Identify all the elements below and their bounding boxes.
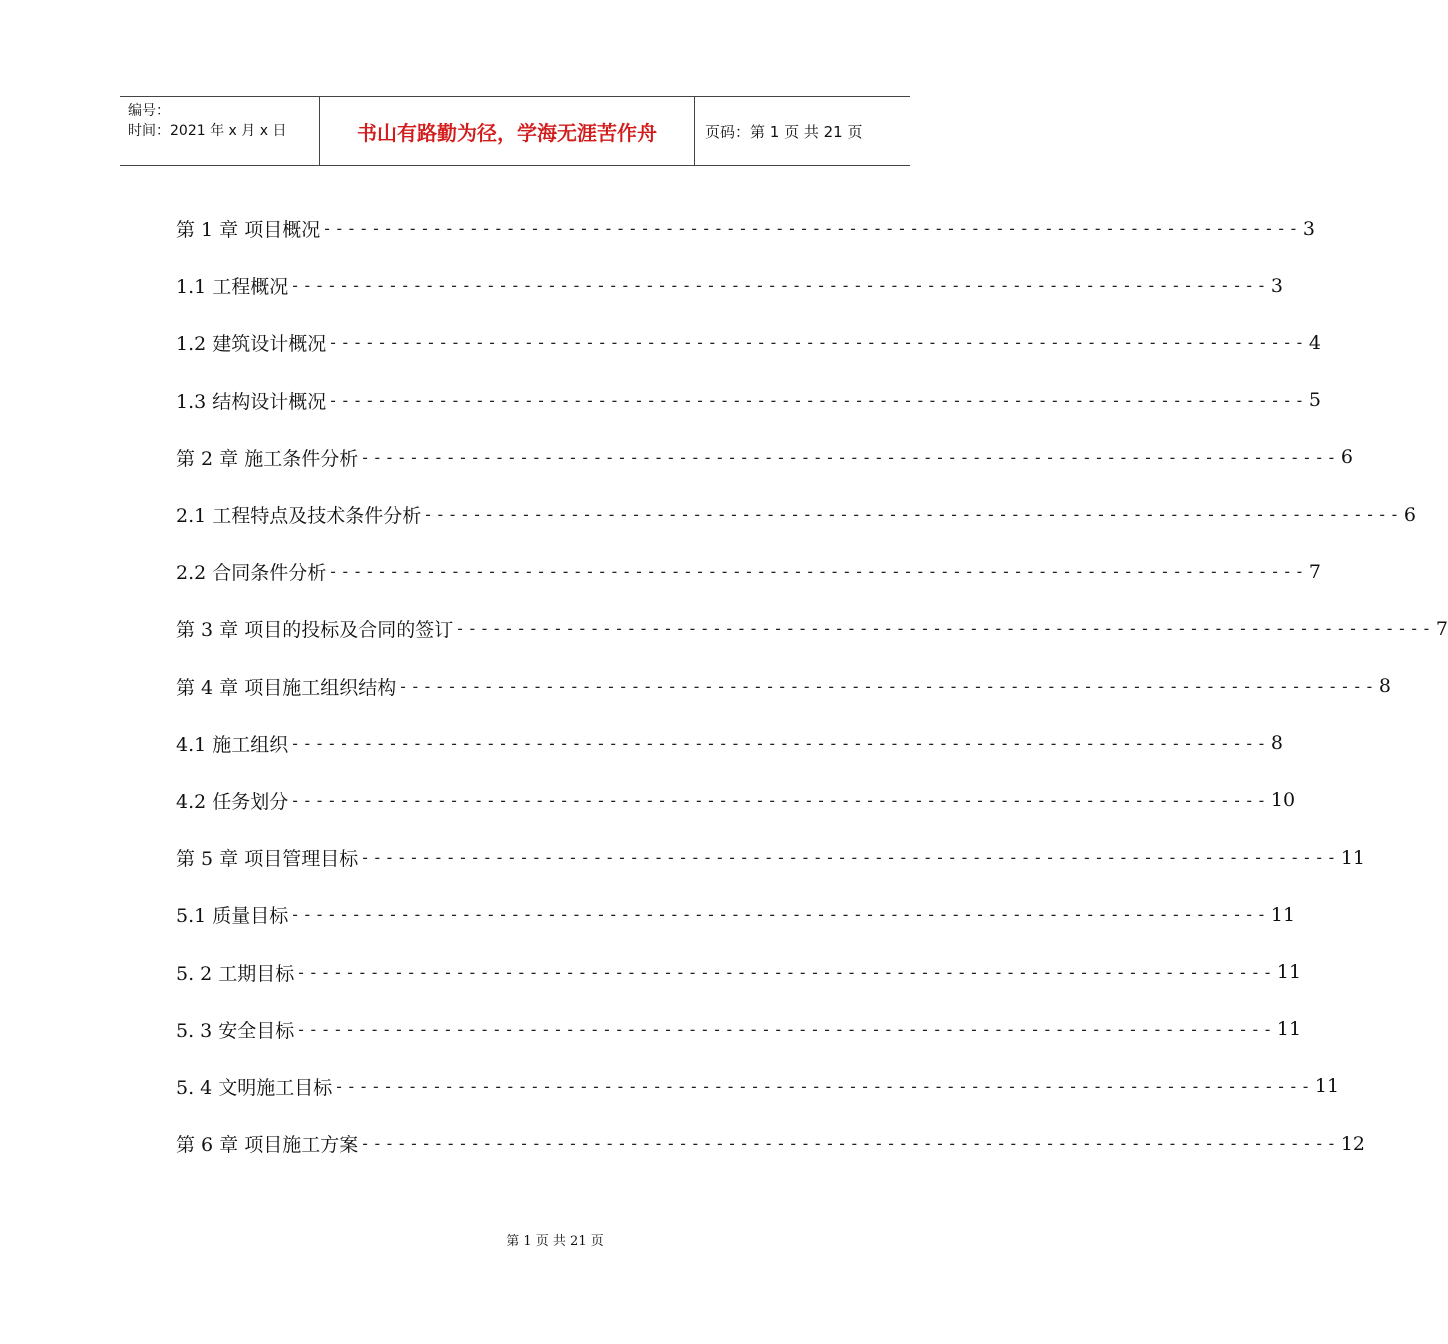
toc-entry-page: 11	[1276, 1018, 1302, 1041]
toc-dash-leader: --------------------------------------------------------------------------------	[360, 447, 1339, 467]
toc-entry-page: 8	[1378, 675, 1391, 698]
toc-entry[interactable]	[176, 314, 1321, 371]
toc-entry-page: 3	[1302, 217, 1315, 240]
toc-entry-title: 2.2 合同条件分析	[176, 562, 327, 585]
toc-dash-leader: --------------------------------------------------------------------------------	[290, 790, 1269, 810]
page-footer: 第 1 页 共 21 页	[506, 1234, 604, 1249]
toc-entry-title: 5.1 质量目标	[176, 905, 289, 928]
toc-entry-title: 第 5 章 项目管理目标	[176, 848, 359, 871]
document-time-label: 时间：2021 年 x 月 x 日	[128, 123, 287, 139]
toc-entry-page: 7	[1435, 617, 1448, 640]
document-number-label: 编号：	[128, 103, 170, 119]
toc-entry[interactable]	[176, 772, 1296, 829]
toc-entry-title: 5. 4 文明施工目标	[176, 1076, 333, 1099]
toc-entry[interactable]	[176, 658, 1391, 715]
toc-entry-page: 10	[1270, 789, 1296, 812]
toc-dash-leader: --------------------------------------------------------------------------------	[360, 848, 1339, 868]
toc-entry-page: 6	[1340, 446, 1353, 469]
toc-entry-page: 3	[1270, 274, 1283, 297]
toc-dash-leader: --------------------------------------------------------------------------------	[334, 1076, 1313, 1096]
toc-entry-title: 1.1 工程概况	[176, 276, 289, 299]
toc-entry-page: 7	[1308, 560, 1321, 583]
header-motto: 书山有路勤为径，学海无涯苦作舟	[320, 97, 695, 165]
toc-entry-title: 5. 3 安全目标	[176, 1019, 295, 1042]
toc-entry[interactable]	[176, 372, 1321, 429]
toc-entry-title: 第 3 章 项目的投标及合同的签订	[176, 619, 454, 642]
toc-entry[interactable]	[176, 200, 1315, 257]
toc-dash-leader: --------------------------------------------------------------------------------	[360, 1134, 1339, 1154]
toc-entry-title: 4.1 施工组织	[176, 733, 289, 756]
toc-entry-page: 5	[1308, 389, 1321, 412]
toc-entry[interactable]	[176, 1058, 1340, 1115]
toc-dash-leader: --------------------------------------------------------------------------------	[398, 676, 1377, 696]
toc-entry-title: 2.1 工程特点及技术条件分析	[176, 505, 422, 528]
toc-entry-page: 8	[1270, 732, 1283, 755]
header-meta	[120, 97, 320, 165]
toc-entry-page: 6	[1403, 503, 1416, 526]
toc-entry[interactable]	[176, 1115, 1366, 1172]
document-header	[120, 96, 910, 166]
toc-entry-page: 4	[1308, 331, 1321, 354]
toc-entry-page: 11	[1314, 1075, 1340, 1098]
toc-dash-leader: --------------------------------------------------------------------------------	[296, 1019, 1275, 1039]
toc-entry[interactable]	[176, 486, 1416, 543]
toc-dash-leader: --------------------------------------------------------------------------------	[290, 905, 1269, 925]
toc-entry[interactable]	[176, 715, 1283, 772]
toc-entry-title: 1.2 建筑设计概况	[176, 333, 327, 356]
toc-dash-leader: --------------------------------------------------------------------------------	[296, 962, 1275, 982]
toc-entry-page: 11	[1340, 846, 1366, 869]
toc-entry[interactable]	[176, 429, 1353, 486]
toc-entry-title: 5. 2 工期目标	[176, 962, 295, 985]
toc-dash-leader: --------------------------------------------------------------------------------	[423, 505, 1402, 525]
toc-entry[interactable]	[176, 943, 1302, 1000]
toc-entry-title: 第 4 章 项目施工组织结构	[176, 676, 397, 699]
toc-entry[interactable]	[176, 1001, 1302, 1058]
toc-entry-title: 1.3 结构设计概况	[176, 390, 327, 413]
toc-entry[interactable]	[176, 886, 1296, 943]
toc-dash-leader: --------------------------------------------------------------------------------	[328, 562, 1307, 582]
toc-dash-leader: --------------------------------------------------------------------------------	[328, 390, 1307, 410]
toc-entry[interactable]	[176, 600, 1448, 657]
toc-entry-title: 4.2 任务划分	[176, 790, 289, 813]
header-page-label: 页码：第 1 页 共 21 页	[705, 122, 863, 141]
toc-entry-title: 第 6 章 项目施工方案	[176, 1134, 359, 1157]
toc-dash-leader: --------------------------------------------------------------------------------	[290, 276, 1269, 296]
toc-entry[interactable]	[176, 543, 1321, 600]
toc-entry-title: 第 2 章 施工条件分析	[176, 447, 359, 470]
toc-entry-page: 11	[1270, 903, 1296, 926]
toc-entry-title: 第 1 章 项目概况	[176, 219, 321, 242]
toc-dash-leader: --------------------------------------------------------------------------------	[455, 619, 1434, 639]
toc-entry-page: 11	[1276, 961, 1302, 984]
table-of-contents	[176, 200, 1448, 1172]
toc-entry[interactable]	[176, 257, 1283, 314]
toc-entry-page: 12	[1340, 1132, 1366, 1155]
toc-dash-leader: --------------------------------------------------------------------------------	[328, 333, 1307, 353]
toc-entry[interactable]	[176, 829, 1366, 886]
toc-dash-leader: --------------------------------------------------------------------------------	[322, 219, 1301, 239]
toc-dash-leader: --------------------------------------------------------------------------------	[290, 733, 1269, 753]
